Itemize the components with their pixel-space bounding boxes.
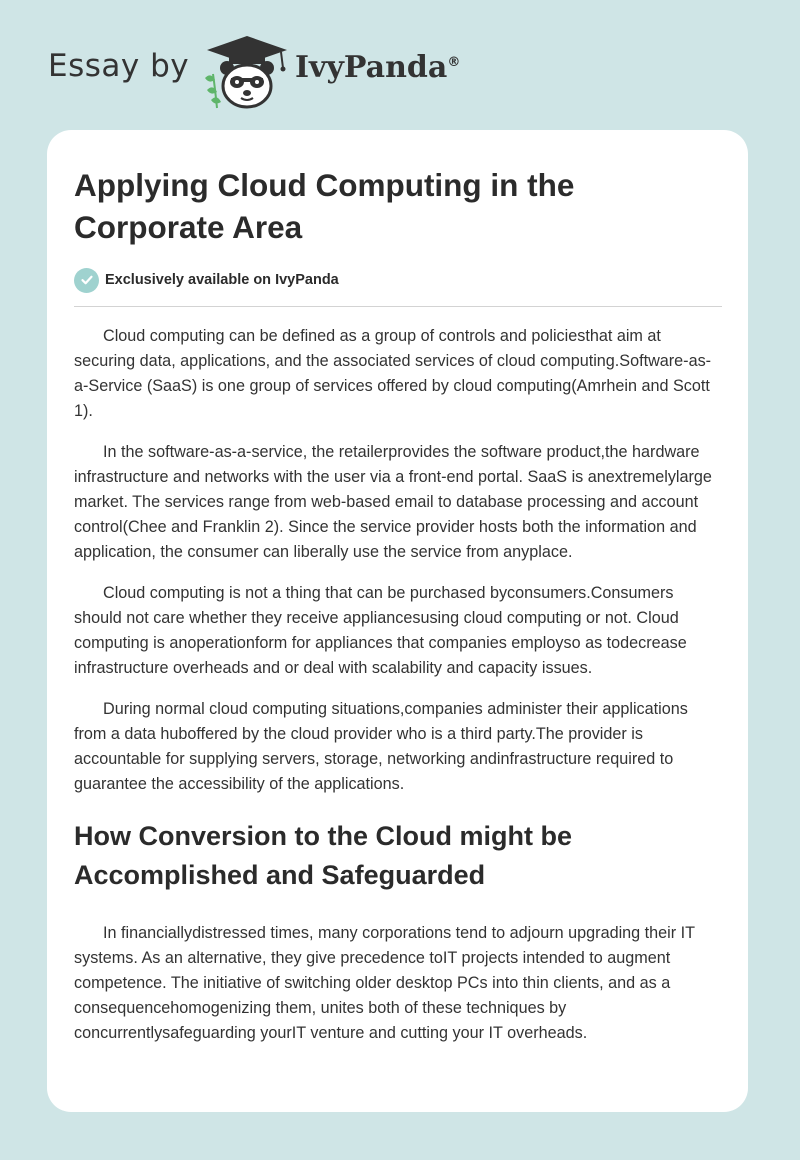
article-card (47, 130, 748, 1112)
divider (74, 306, 722, 307)
registered-mark: ® (447, 55, 461, 70)
essay-by-label: Essay by (48, 48, 190, 84)
checkmark-icon (74, 268, 99, 293)
paragraph: In the software-as-a-service, the retailerprovides the software product,the hardware infrastructure and networks with the user via a front-end portal. SaaS is anextremelylarge market. The services range from web-based email to database processing and account control(Chee and Franklin 2). Since the service provider hosts both the information and application, the consumer can liberally use the service from anyplace. (74, 443, 712, 561)
paragraph: Cloud computing is not a thing that can be purchased byconsumers.Consumers should not care whether they receive appliancesusing cloud computing or not. Cloud computing is anoperationform for appliances that companies employso as todecrease infrastructure overheads and or deal with scalability and capacity issues. (74, 584, 687, 677)
paragraph: Cloud computing can be defined as a group of controls and policiesthat aim at securing data, applications, and the associated services of cloud computing.Software-as-a-Service (SaaS) is one group of services offered by cloud computing(Amrhein and Scott 1). (74, 327, 712, 420)
paragraph: During normal cloud computing situations,companies administer their applications from a data huboffered by the cloud provider who is a third party.The provider is accountable for supplying servers, storage, networking andinfrastructure required to guarantee the accessibility of the applications. (74, 700, 688, 793)
article-content (74, 164, 722, 1046)
brand-name[interactable]: IvyPanda® (295, 50, 461, 85)
section-heading: How Conversion to the Cloud might be Accomplished and Safeguarded (74, 821, 572, 890)
page-title: Applying Cloud Computing in the Corporate Area (74, 167, 575, 245)
exclusive-label: Exclusively available on IvyPanda (105, 272, 339, 288)
ivypanda-logo-icon[interactable] (201, 34, 293, 110)
site-header (48, 30, 508, 110)
exclusive-badge (74, 267, 722, 293)
paragraph: In financiallydistressed times, many corporations tend to adjourn upgrading their IT systems. As an alternative, they give precedence toIT projects intended to augment competence. The initiative of switching older desktop PCs into thin clients, and as a consequencehomogenizing them, unites both of these techniques by concurrentlysafeguarding yourIT venture and cutting your IT overheads. (74, 924, 695, 1042)
